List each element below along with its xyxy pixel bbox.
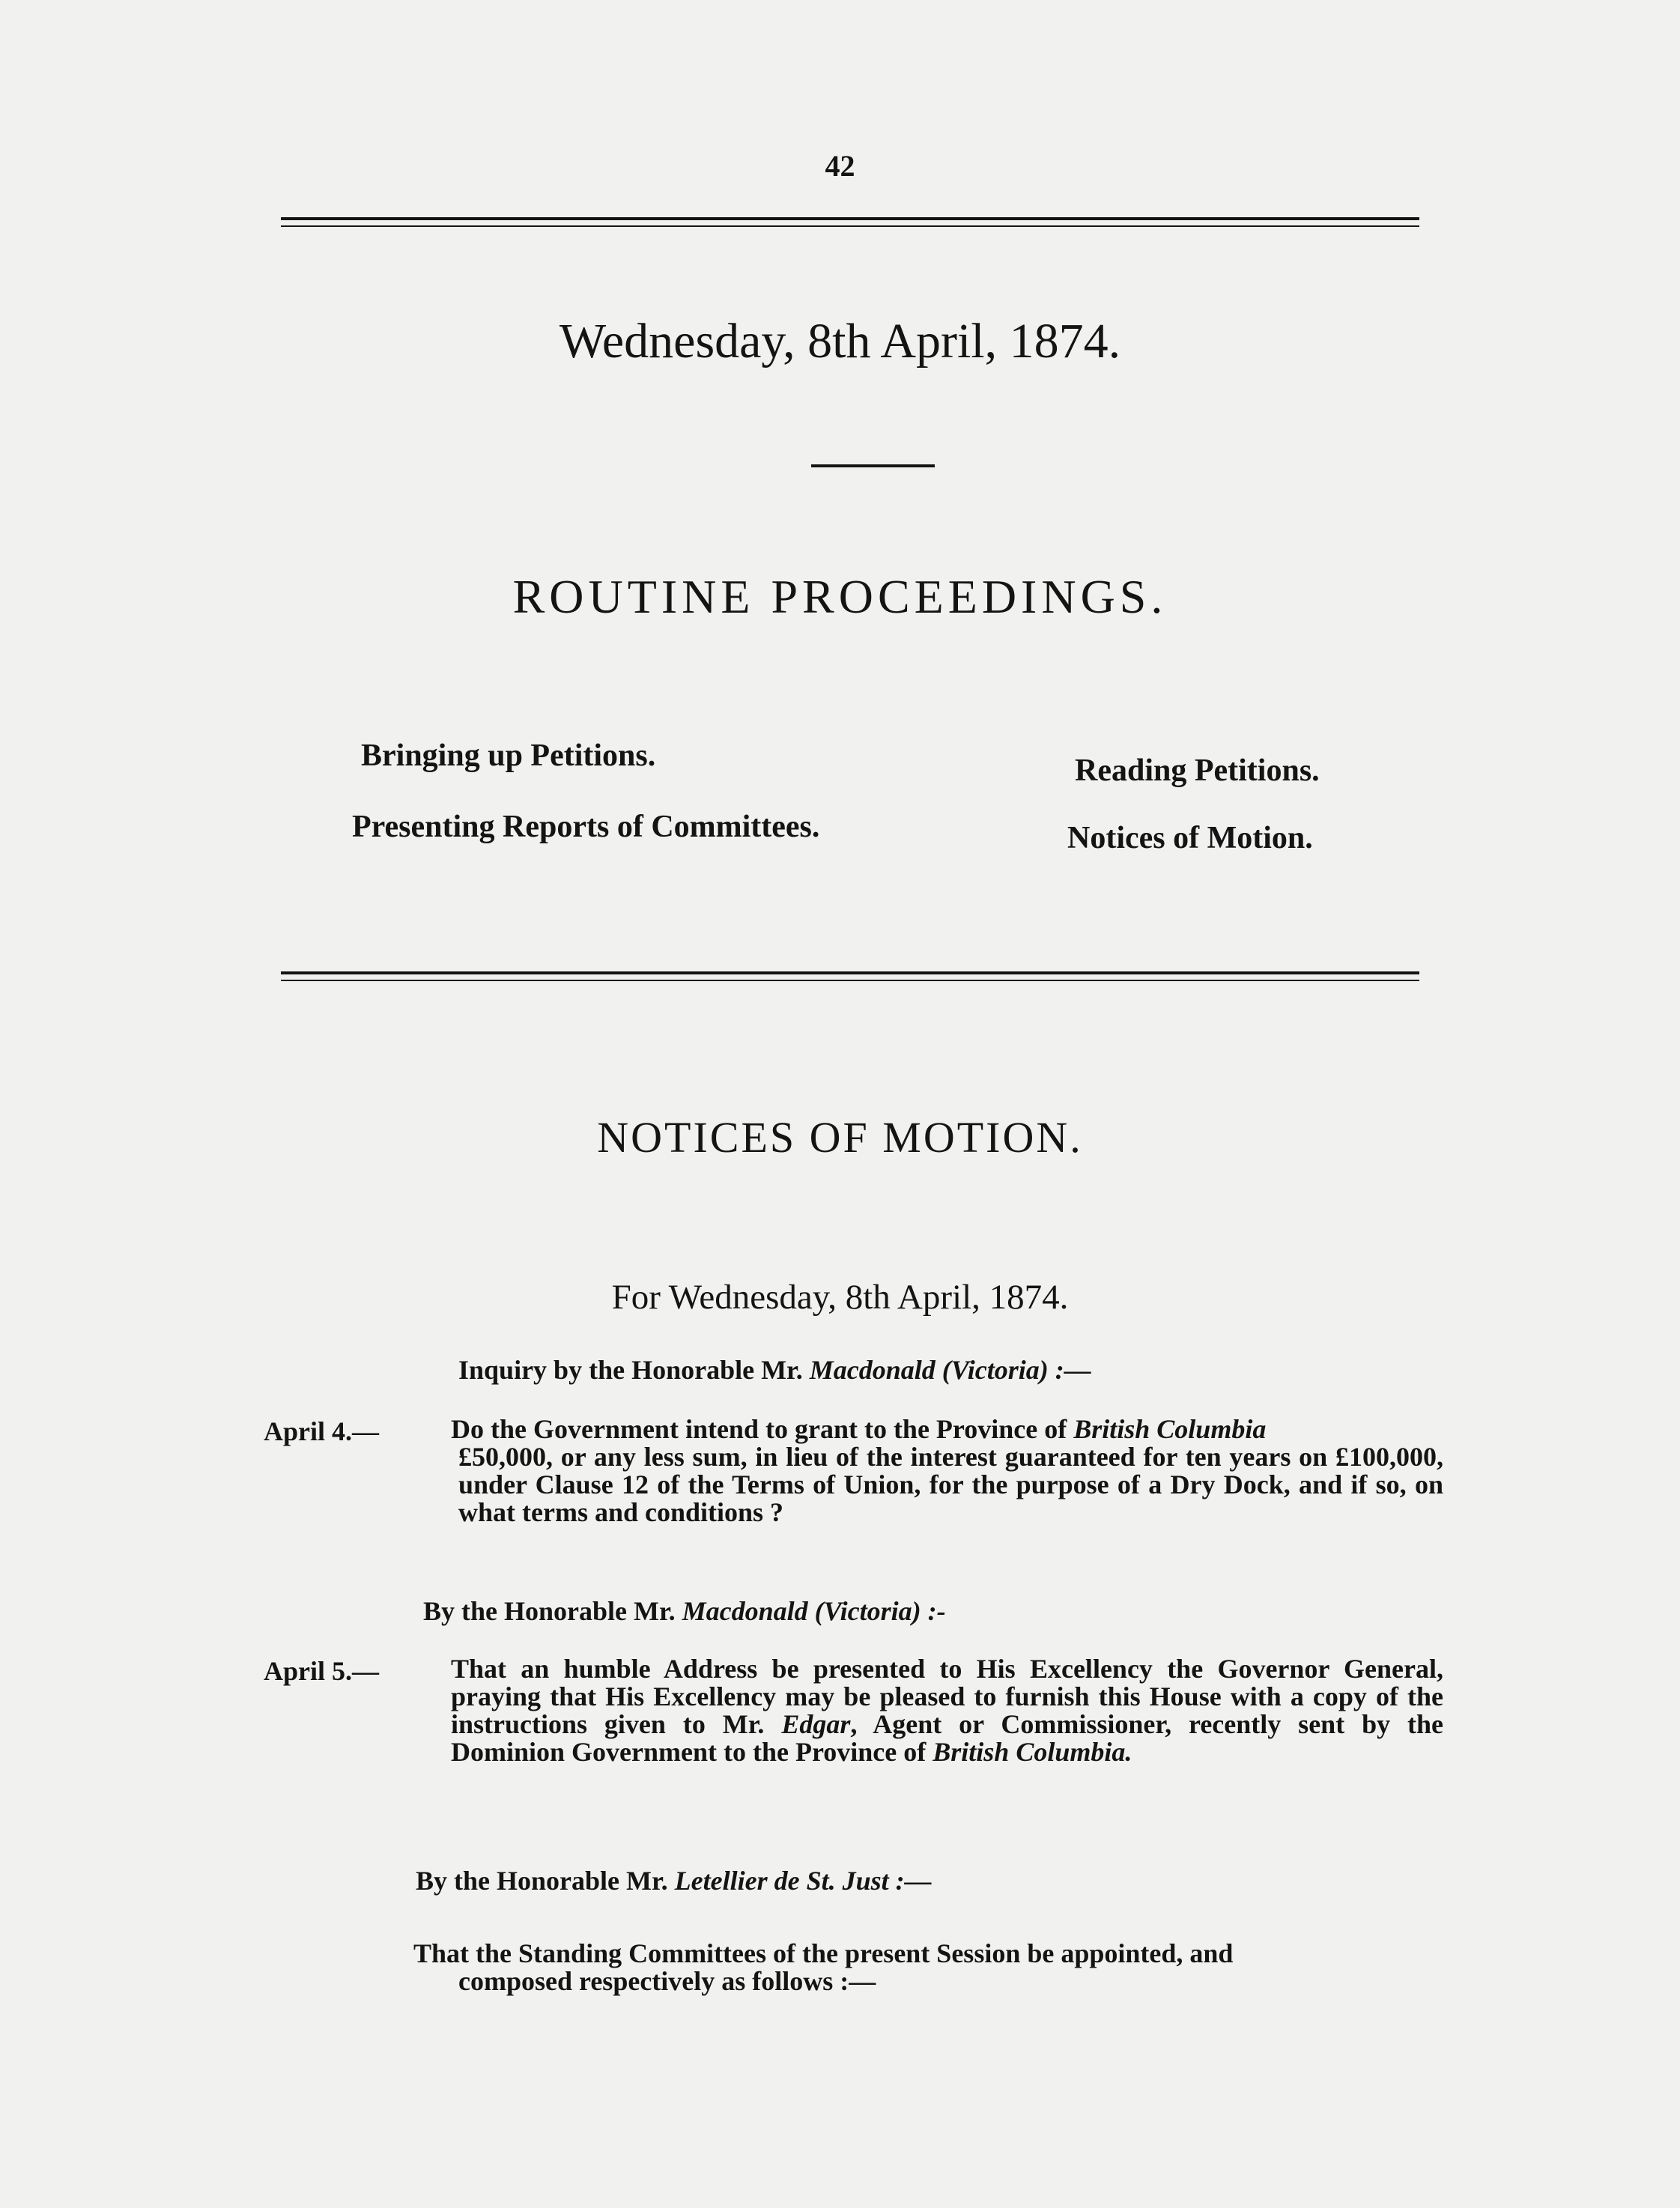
routine-item-reading-petitions: Reading Petitions.	[1075, 753, 1320, 788]
middle-double-rule	[281, 971, 1419, 981]
routine-proceedings-title: ROUTINE PROCEEDINGS.	[512, 570, 1168, 623]
motion-text-standing-committees	[413, 1940, 1432, 1995]
page-number: 42	[825, 149, 855, 183]
intro-prefix: By the Honorable Mr.	[423, 1596, 676, 1626]
notices-of-motion-title: NOTICES OF MOTION.	[597, 1113, 1083, 1162]
motion-text-april-5	[451, 1654, 1444, 1767]
motion-text-part: Do the Government intend to grant to the Province of	[451, 1414, 1067, 1444]
short-divider	[811, 464, 935, 467]
motion-date-april-4: April 4.—	[264, 1416, 380, 1446]
motion-text-part: £50,000, or any less sum, in lieu of the interest guaranteed for ten years on £100,000, under Clause 12 of the Terms of Union, for the purpose of a Dry Dock, and if so, on what terms and conditions ?	[458, 1442, 1443, 1527]
inquiry-intro-macdonald	[458, 1354, 1091, 1386]
motion-text-april-4	[451, 1414, 1443, 1527]
top-double-rule	[281, 217, 1419, 227]
intro-prefix: Inquiry by the Honorable Mr.	[458, 1355, 803, 1385]
motion-text-part: , Agent or Commissioner, recently sent by the Dominion Government to the Province of	[451, 1709, 1444, 1767]
intro-member-name: Macdonald (Victoria) :-	[682, 1596, 946, 1626]
for-date-heading: For Wednesday, 8th April, 1874.	[611, 1278, 1069, 1317]
routine-item-notices-of-motion: Notices of Motion.	[1067, 821, 1313, 855]
motion-date-april-5: April 5.—	[264, 1656, 380, 1686]
motion-text-part: That an humble Address be presented to His Excellency the Governor General, praying that His Excellency may be pleased to furnish this House with a copy of the instructions given to Mr.	[451, 1654, 1443, 1739]
motion-intro-letellier	[416, 1865, 932, 1896]
motion-text-italic: Edgar	[781, 1709, 851, 1739]
date-heading: Wednesday, 8th April, 1874.	[559, 314, 1121, 368]
intro-member-name: Macdonald (Victoria) :—	[809, 1355, 1091, 1385]
motion-text-italic: British Columbia.	[933, 1737, 1132, 1767]
motion-text-italic: British Columbia	[1073, 1414, 1267, 1444]
motion-text-part: composed respectively as follows :—	[458, 1966, 876, 1996]
motion-text-part: That the Standing Committees of the present Session be appointed, and	[413, 1938, 1234, 1968]
routine-item-bringing-up-petitions: Bringing up Petitions.	[361, 738, 656, 773]
intro-prefix: By the Honorable Mr.	[416, 1866, 668, 1896]
intro-member-name: Letellier de St. Just :—	[674, 1866, 932, 1896]
motion-intro-macdonald	[423, 1595, 946, 1627]
routine-item-presenting-reports: Presenting Reports of Committees.	[352, 810, 820, 844]
